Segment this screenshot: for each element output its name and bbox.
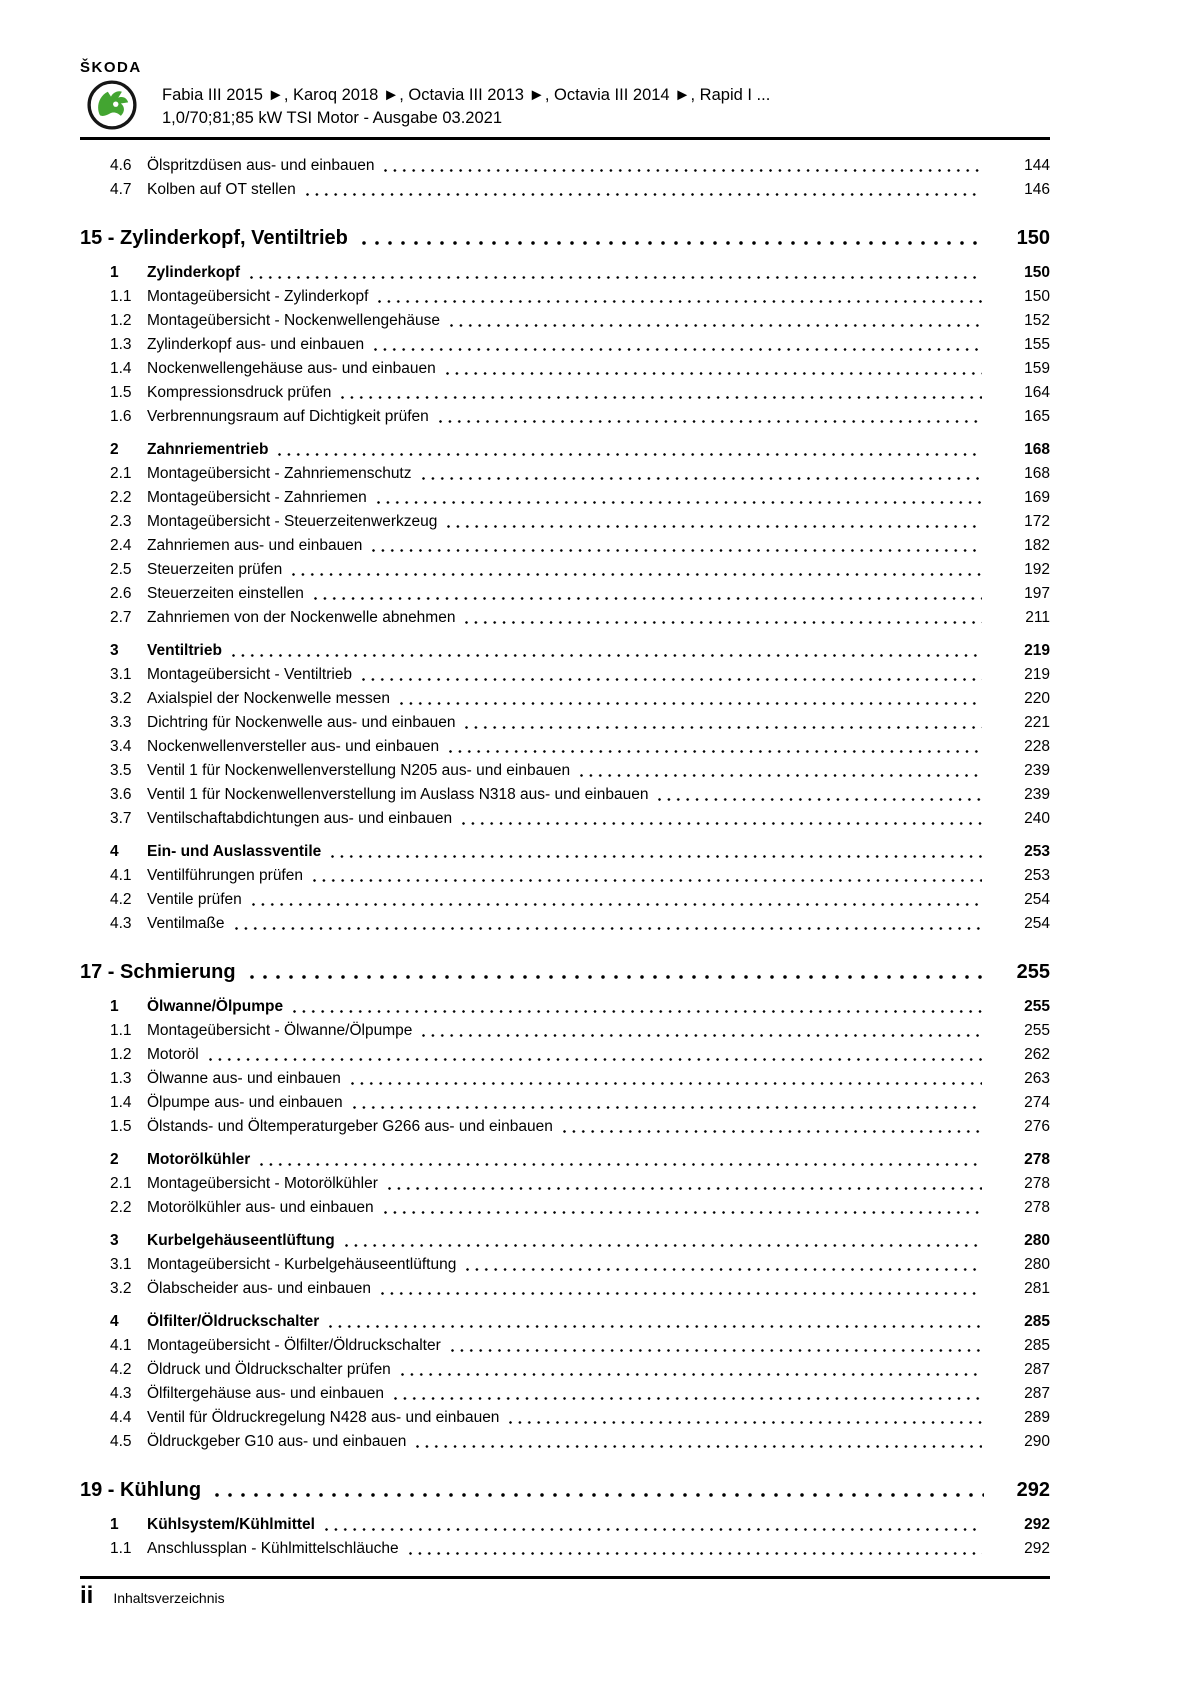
entry-title: Ventil 1 für Nockenwellenverstellung im Auslass N318 aus- und einbauen <box>147 786 649 803</box>
toc-entry <box>80 1091 1050 1115</box>
entry-title: Montageübersicht - Steuerzeitenwerkzeug <box>147 513 438 530</box>
entry-number: 4.3 <box>110 1385 132 1402</box>
dotted-leader <box>313 879 982 882</box>
toc-entry <box>80 639 1050 663</box>
entry-number: 4 <box>110 843 119 860</box>
dotted-leader <box>331 855 982 858</box>
dotted-leader <box>378 300 982 303</box>
entry-title: Montageübersicht - Motorölkühler <box>147 1175 378 1192</box>
entry-page-number: 192 <box>1024 561 1050 578</box>
toc-entry <box>80 438 1050 462</box>
entry-page-number: 287 <box>1024 1385 1050 1402</box>
entry-page-number: 159 <box>1024 360 1050 377</box>
entry-number: 4.1 <box>110 1337 132 1354</box>
entry-page-number: 220 <box>1024 690 1050 707</box>
entry-title: Ventiltrieb <box>147 642 222 659</box>
dotted-leader <box>465 726 982 729</box>
entry-page-number: 289 <box>1024 1409 1050 1426</box>
entry-page-number: 150 <box>1024 264 1050 281</box>
entry-page-number: 290 <box>1024 1433 1050 1450</box>
dotted-leader <box>377 501 982 504</box>
dotted-leader <box>580 774 982 777</box>
entry-number: 1 <box>110 264 119 281</box>
dotted-leader <box>362 678 982 681</box>
entry-title: Ölfiltergehäuse aus- und einbauen <box>147 1385 384 1402</box>
entry-number: 2.7 <box>110 609 132 626</box>
entry-page-number: 254 <box>1024 915 1050 932</box>
table-of-contents <box>80 154 1050 1561</box>
toc-entry <box>80 381 1050 405</box>
entry-page-number: 228 <box>1024 738 1050 755</box>
dotted-leader <box>329 1325 982 1328</box>
entry-title: Schmierung <box>120 961 236 983</box>
footer-rule <box>80 1576 1050 1579</box>
entry-page-number: 285 <box>1024 1337 1050 1354</box>
entry-title: Ölfilter/Öldruckschalter <box>147 1313 320 1330</box>
toc-entry <box>80 1115 1050 1139</box>
entry-number: 17 - <box>80 961 121 983</box>
dotted-leader <box>446 372 982 375</box>
page-footer <box>80 1576 1050 1609</box>
manual-toc-page <box>80 0 1050 1561</box>
entry-title: Zylinderkopf aus- und einbauen <box>147 336 365 353</box>
entry-number: 1.2 <box>110 1046 132 1063</box>
folio-page-number: ii <box>80 1582 94 1609</box>
entry-title: Motorölkühler <box>147 1151 251 1168</box>
skoda-winged-arrow-icon <box>86 79 138 131</box>
entry-number: 2.2 <box>110 489 132 506</box>
entry-number: 4.7 <box>110 181 132 198</box>
entry-number: 2.4 <box>110 537 132 554</box>
entry-title: Axialspiel der Nockenwelle messen <box>147 690 390 707</box>
entry-page-number: 211 <box>1025 609 1050 626</box>
dotted-leader <box>374 348 982 351</box>
toc-entry <box>80 357 1050 381</box>
entry-title: Montageübersicht - Zylinderkopf <box>147 288 369 305</box>
entry-title: Ein- und Auslassventile <box>147 843 322 860</box>
toc-entry <box>80 663 1050 687</box>
dotted-leader <box>292 573 982 576</box>
entry-page-number: 278 <box>1024 1175 1050 1192</box>
entry-page-number: 164 <box>1024 384 1050 401</box>
entry-page-number: 239 <box>1024 786 1050 803</box>
entry-number: 1.1 <box>110 288 132 305</box>
entry-title: Nockenwellengehäuse aus- und einbauen <box>147 360 436 377</box>
entry-number: 15 - <box>80 227 121 249</box>
dotted-leader <box>232 654 982 657</box>
dotted-leader <box>353 1106 982 1109</box>
entry-page-number: 144 <box>1024 157 1050 174</box>
entry-page-number: 219 <box>1024 642 1050 659</box>
entry-title: Zylinderkopf, Ventiltrieb <box>120 227 348 249</box>
entry-number: 2 <box>110 441 119 458</box>
entry-number: 2.3 <box>110 513 132 530</box>
toc-entry <box>80 558 1050 582</box>
entry-number: 3.1 <box>110 666 132 683</box>
entry-page-number: 197 <box>1024 585 1050 602</box>
entry-title: Kolben auf OT stellen <box>147 181 296 198</box>
dotted-leader <box>278 453 982 456</box>
toc-entry <box>80 1537 1050 1561</box>
toc-entry <box>80 807 1050 831</box>
entry-title: Verbrennungsraum auf Dichtigkeit prüfen <box>147 408 429 425</box>
entry-number: 2.2 <box>110 1199 132 1216</box>
dotted-leader <box>462 822 982 825</box>
entry-number: 4.2 <box>110 891 132 908</box>
dotted-leader <box>372 549 982 552</box>
entry-page-number: 280 <box>1024 1232 1050 1249</box>
dotted-leader <box>252 903 982 906</box>
toc-entry <box>80 864 1050 888</box>
header-rule <box>80 137 1050 140</box>
entry-page-number: 182 <box>1024 537 1050 554</box>
entry-title: Öldruckgeber G10 aus- und einbauen <box>147 1433 407 1450</box>
entry-number: 4.2 <box>110 1361 132 1378</box>
entry-number: 3 <box>110 1232 119 1249</box>
entry-number: 4.4 <box>110 1409 132 1426</box>
entry-title: Ventile prüfen <box>147 891 242 908</box>
skoda-logo <box>80 60 146 131</box>
entry-number: 1.4 <box>110 1094 132 1111</box>
dotted-leader <box>465 621 982 624</box>
toc-entry <box>80 285 1050 309</box>
entry-page-number: 292 <box>1016 1479 1050 1501</box>
entry-page-number: 221 <box>1024 714 1050 731</box>
entry-title: Kurbelgehäuseentlüftung <box>147 1232 335 1249</box>
entry-number: 4.3 <box>110 915 132 932</box>
entry-number: 4 <box>110 1313 119 1330</box>
entry-number: 4.6 <box>110 157 132 174</box>
dotted-leader <box>235 927 982 930</box>
entry-page-number: 146 <box>1024 181 1050 198</box>
entry-page-number: 253 <box>1024 867 1050 884</box>
entry-number: 1.5 <box>110 384 132 401</box>
footer-section-label: Inhaltsverzeichnis <box>113 1590 225 1606</box>
entry-number: 1 <box>110 998 119 1015</box>
entry-page-number: 169 <box>1024 489 1050 506</box>
toc-entry <box>80 1253 1050 1277</box>
entry-page-number: 253 <box>1024 843 1050 860</box>
toc-entry <box>80 912 1050 936</box>
toc-entry <box>80 462 1050 486</box>
entry-title: Ventilführungen prüfen <box>147 867 303 884</box>
toc-entry <box>80 711 1050 735</box>
entry-title: Montageübersicht - Kurbelgehäuseentlüftung <box>147 1256 457 1273</box>
header-title-block <box>162 84 770 131</box>
entry-title: Ölabscheider aus- und einbauen <box>147 1280 372 1297</box>
skoda-wordmark: ŠKODA <box>80 59 142 76</box>
entry-page-number: 172 <box>1024 513 1050 530</box>
entry-number: 2.1 <box>110 1175 132 1192</box>
entry-page-number: 278 <box>1024 1199 1050 1216</box>
dotted-leader <box>250 975 984 979</box>
dotted-leader <box>293 1010 982 1013</box>
dotted-leader <box>362 241 984 245</box>
dotted-leader <box>466 1268 982 1271</box>
entry-number: 3.2 <box>110 1280 132 1297</box>
dotted-leader <box>658 798 982 801</box>
page-header <box>80 0 1050 131</box>
entry-number: 3.5 <box>110 762 132 779</box>
toc-entry <box>80 1067 1050 1091</box>
toc-entry <box>80 1196 1050 1220</box>
toc-entry <box>80 840 1050 864</box>
entry-number: 1.1 <box>110 1540 132 1557</box>
toc-entry <box>80 1334 1050 1358</box>
toc-chapter-entry <box>80 224 1050 252</box>
toc-entry <box>80 1382 1050 1406</box>
dotted-leader <box>409 1552 982 1555</box>
entry-page-number: 155 <box>1024 336 1050 353</box>
dotted-leader <box>422 1034 982 1037</box>
toc-entry <box>80 1172 1050 1196</box>
footer-line <box>80 1583 1050 1609</box>
dotted-leader <box>215 1493 984 1497</box>
entry-number: 1.3 <box>110 1070 132 1087</box>
entry-number: 1.5 <box>110 1118 132 1135</box>
toc-entry <box>80 1019 1050 1043</box>
entry-number: 3 <box>110 642 119 659</box>
header-engine-line: 1,0/70;81;85 kW TSI Motor - Ausgabe 03.2021 <box>162 109 502 127</box>
dotted-leader <box>306 193 982 196</box>
entry-title: Ölwanne aus- und einbauen <box>147 1070 341 1087</box>
entry-page-number: 292 <box>1024 1516 1050 1533</box>
entry-number: 1 <box>110 1516 119 1533</box>
toc-entry <box>80 1229 1050 1253</box>
entry-number: 1.4 <box>110 360 132 377</box>
entry-title: Ölstands- und Öltemperaturgeber G266 aus- und einbauen <box>147 1118 553 1135</box>
entry-title: Anschlussplan - Kühlmittelschläuche <box>147 1540 399 1557</box>
toc-entry <box>80 405 1050 429</box>
toc-entry <box>80 888 1050 912</box>
entry-number: 3.2 <box>110 690 132 707</box>
header-models-line: Fabia III 2015 ►, Karoq 2018 ►, Octavia III 2013 ►, Octavia III 2014 ►, Rapid I ... <box>162 86 771 104</box>
entry-number: 2.6 <box>110 585 132 602</box>
entry-title: Ölspritzdüsen aus- und einbauen <box>147 157 375 174</box>
entry-title: Nockenwellenversteller aus- und einbauen <box>147 738 440 755</box>
entry-title: Ventilmaße <box>147 915 225 932</box>
entry-title: Zylinderkopf <box>147 264 241 281</box>
entry-number: 2.1 <box>110 465 132 482</box>
dotted-leader <box>509 1421 982 1424</box>
dotted-leader <box>422 477 983 480</box>
toc-entry <box>80 1513 1050 1537</box>
entry-page-number: 150 <box>1024 288 1050 305</box>
dotted-leader <box>260 1163 982 1166</box>
entry-page-number: 280 <box>1024 1256 1050 1273</box>
toc-entry <box>80 735 1050 759</box>
entry-title: Steuerzeiten einstellen <box>147 585 304 602</box>
toc-entry <box>80 582 1050 606</box>
entry-title: Montageübersicht - Ölfilter/Öldruckschalter <box>147 1337 441 1354</box>
entry-page-number: 278 <box>1024 1151 1050 1168</box>
entry-title: Montageübersicht - Ventiltrieb <box>147 666 353 683</box>
entry-page-number: 274 <box>1024 1094 1050 1111</box>
entry-page-number: 240 <box>1024 810 1050 827</box>
entry-page-number: 239 <box>1024 762 1050 779</box>
toc-chapter-entry <box>80 1476 1050 1504</box>
dotted-leader <box>416 1445 982 1448</box>
entry-page-number: 168 <box>1024 441 1050 458</box>
dotted-leader <box>381 1292 982 1295</box>
entry-page-number: 276 <box>1024 1118 1050 1135</box>
toc-entry <box>80 1043 1050 1067</box>
entry-title: Montageübersicht - Zahnriemen <box>147 489 367 506</box>
entry-page-number: 262 <box>1024 1046 1050 1063</box>
entry-page-number: 254 <box>1024 891 1050 908</box>
entry-title: Ölwanne/Ölpumpe <box>147 998 284 1015</box>
toc-entry <box>80 486 1050 510</box>
toc-entry <box>80 606 1050 630</box>
dotted-leader <box>449 750 982 753</box>
dotted-leader <box>439 420 982 423</box>
dotted-leader <box>209 1058 982 1061</box>
entry-title: Montageübersicht - Nockenwellengehäuse <box>147 312 440 329</box>
entry-title: Öldruck und Öldruckschalter prüfen <box>147 1361 391 1378</box>
dotted-leader <box>400 702 982 705</box>
entry-number: 2.5 <box>110 561 132 578</box>
toc-entry <box>80 534 1050 558</box>
toc-entry <box>80 1358 1050 1382</box>
entry-page-number: 281 <box>1024 1280 1050 1297</box>
dotted-leader <box>384 1211 982 1214</box>
entry-number: 3.4 <box>110 738 132 755</box>
entry-title: Zahnriementrieb <box>147 441 269 458</box>
entry-page-number: 150 <box>1016 227 1050 249</box>
entry-title: Kühlsystem/Kühlmittel <box>147 1516 315 1533</box>
entry-number: 4.1 <box>110 867 132 884</box>
entry-title: Kühlung <box>120 1479 202 1501</box>
toc-chapter-entry <box>80 958 1050 986</box>
entry-title: Motorölkühler aus- und einbauen <box>147 1199 374 1216</box>
toc-entry <box>80 1406 1050 1430</box>
dotted-leader <box>341 396 982 399</box>
dotted-leader <box>325 1528 982 1531</box>
toc-entry <box>80 687 1050 711</box>
entry-number: 1.1 <box>110 1022 132 1039</box>
entry-page-number: 165 <box>1024 408 1050 425</box>
entry-number: 1.3 <box>110 336 132 353</box>
dotted-leader <box>345 1244 982 1247</box>
toc-entry <box>80 309 1050 333</box>
entry-title: Montageübersicht - Zahnriemenschutz <box>147 465 412 482</box>
entry-title: Ventil für Öldruckregelung N428 aus- und einbauen <box>147 1409 500 1426</box>
entry-page-number: 168 <box>1024 465 1050 482</box>
dotted-leader <box>394 1397 982 1400</box>
entry-number: 3.1 <box>110 1256 132 1273</box>
entry-title: Montageübersicht - Ölwanne/Ölpumpe <box>147 1022 413 1039</box>
entry-number: 1.2 <box>110 312 132 329</box>
entry-title: Ölpumpe aus- und einbauen <box>147 1094 343 1111</box>
dotted-leader <box>563 1130 982 1133</box>
entry-page-number: 219 <box>1024 666 1050 683</box>
dotted-leader <box>450 324 982 327</box>
entry-page-number: 152 <box>1024 312 1050 329</box>
toc-entry <box>80 1277 1050 1301</box>
toc-entry <box>80 1430 1050 1454</box>
entry-title: Steuerzeiten prüfen <box>147 561 283 578</box>
dotted-leader <box>401 1373 982 1376</box>
entry-title: Ventilschaftabdichtungen aus- und einbauen <box>147 810 453 827</box>
entry-number: 1.6 <box>110 408 132 425</box>
toc-entry <box>80 261 1050 285</box>
dotted-leader <box>447 525 982 528</box>
toc-entry <box>80 510 1050 534</box>
dotted-leader <box>250 276 982 279</box>
entry-page-number: 263 <box>1024 1070 1050 1087</box>
entry-title: Zahnriemen von der Nockenwelle abnehmen <box>147 609 456 626</box>
toc-entry <box>80 759 1050 783</box>
entry-title: Zahnriemen aus- und einbauen <box>147 537 363 554</box>
dotted-leader <box>384 169 982 172</box>
toc-entry <box>80 154 1050 178</box>
dotted-leader <box>351 1082 982 1085</box>
toc-entry <box>80 178 1050 202</box>
entry-title: Motoröl <box>147 1046 199 1063</box>
entry-page-number: 255 <box>1024 1022 1050 1039</box>
entry-title: Kompressionsdruck prüfen <box>147 384 332 401</box>
entry-page-number: 255 <box>1024 998 1050 1015</box>
toc-entry <box>80 995 1050 1019</box>
entry-number: 3.3 <box>110 714 132 731</box>
toc-entry <box>80 333 1050 357</box>
dotted-leader <box>451 1349 982 1352</box>
entry-number: 4.5 <box>110 1433 132 1450</box>
toc-entry <box>80 1310 1050 1334</box>
entry-page-number: 255 <box>1016 961 1050 983</box>
dotted-leader <box>314 597 982 600</box>
entry-page-number: 287 <box>1024 1361 1050 1378</box>
entry-number: 3.7 <box>110 810 132 827</box>
entry-page-number: 285 <box>1024 1313 1050 1330</box>
dotted-leader <box>388 1187 982 1190</box>
entry-page-number: 292 <box>1024 1540 1050 1557</box>
entry-number: 2 <box>110 1151 119 1168</box>
entry-number: 19 - <box>80 1479 121 1501</box>
toc-entry <box>80 783 1050 807</box>
toc-entry <box>80 1148 1050 1172</box>
entry-title: Dichtring für Nockenwelle aus- und einbauen <box>147 714 456 731</box>
entry-number: 3.6 <box>110 786 132 803</box>
entry-title: Ventil 1 für Nockenwellenverstellung N205 aus- und einbauen <box>147 762 571 779</box>
